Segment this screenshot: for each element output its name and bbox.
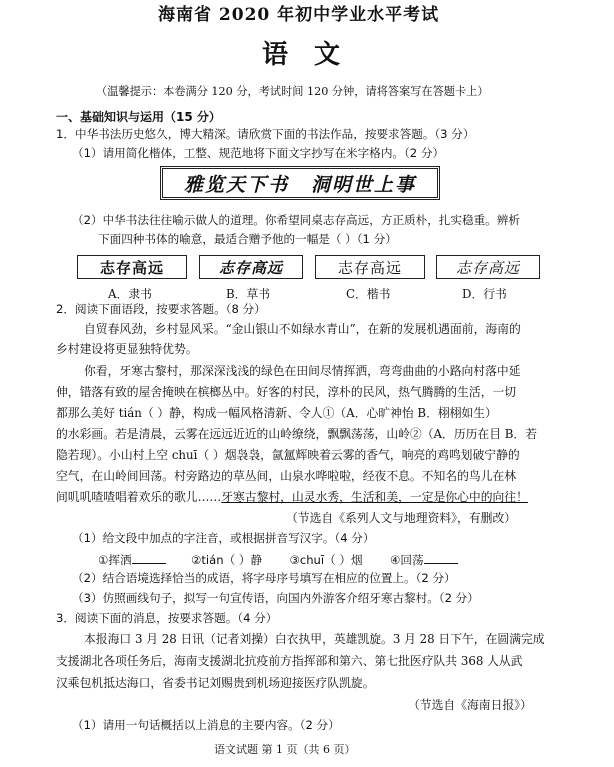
answer-blank-4: [424, 553, 458, 564]
script-sample-d: 志存高远: [436, 255, 540, 279]
q3-sub1: （1）请用一句话概括以上消息的主要内容。（2 分）: [72, 718, 340, 732]
q3-para-line1: 本报海口 3 月 28 日讯（记者刘操）白衣执甲，英雄凯旋。3 月 28 日下午，在圆满完成: [84, 632, 545, 646]
exam-tip: （温馨提示：本卷满分 120 分，考试时间 120 分钟，请将答案写在答题卡上）: [96, 85, 489, 98]
q1-sub2-line1: （2）中华书法往往喻示做人的道理。你希望同桌志存高远，方正质朴，扎实稳重。辨析: [72, 213, 520, 227]
q2-para2-line1: 你看，牙寒古黎村，那深深浅浅的绿色在田间尽情挥洒，弯弯曲曲的小路向村落中延: [84, 364, 521, 378]
q2-sub2: （2）结合语境选择恰当的成语，将字母序号填写在相应的位置上。（2 分）: [72, 571, 456, 585]
q2-para2-line7-start: 间叽叽喳喳唱着欢乐的歌儿……: [56, 490, 222, 504]
q2-para2-line7: [56, 492, 528, 504]
calligraphy-banner: [160, 166, 440, 200]
underlined-sentence: 牙寒古黎村，山灵水秀，生活和美，一定是你心中的向往！: [221, 490, 528, 504]
q1-stem: 1．中华书法历史悠久，博大精深。请欣赏下面的书法作品，按要求答题。（3 分）: [56, 127, 475, 141]
q2-sub1-items: [98, 553, 458, 567]
script-sample-a: 志存高远: [77, 255, 187, 279]
q1-sub1: （1）请用简化楷体，工整、规范地将下面文字抄写在米字格内。（2 分）: [72, 146, 445, 160]
option-b: B．草书: [226, 287, 271, 301]
q2-source: （节选自《系列人文与地理资料》，有删改）: [286, 511, 517, 525]
section-heading: 一、基础知识与运用（15 分）: [56, 110, 221, 124]
q2-para1-line1: 自贸春风劲，乡村显风采。“金山银山不如绿水青山”，在新的发展机遇面前，海南的: [84, 322, 521, 336]
q2-para2-line5: 隐若现）。小山村上空 chuī（ ）烟袅袅，氤氲辉映着云雾的香气，响亮的鸡鸣划破宁静的: [56, 448, 520, 462]
q2-para2-line6: 空气，在山岭间回荡。村旁路边的草丛间，山泉水哗啦啦，经夜不息。不知名的鸟儿在林: [56, 469, 517, 483]
exam-title: 海南省 2020 年初中学业水平考试: [158, 5, 440, 25]
option-a: A．隶书: [108, 287, 152, 301]
item-3: ③chuī（ ）烟: [289, 553, 363, 567]
q2-sub3: （3）仿照画线句子，拟写一句宣传语，向国内外游客介绍牙寒古黎村。（2 分）: [72, 591, 479, 605]
calligraphy-left: 雅览天下书: [183, 173, 289, 196]
script-sample-b: 志存高远: [199, 255, 303, 279]
script-sample-c: 志存高远: [315, 255, 425, 279]
q2-stem: 2．阅读下面语段，按要求答题。（8 分）: [56, 302, 266, 316]
q3-source: （节选自《海南日报》）: [408, 698, 532, 712]
q2-para1-line2: 乡村建设将更显独特优势。: [56, 342, 198, 356]
item-4: ④回荡: [389, 553, 424, 567]
option-d: D．行书: [462, 287, 507, 301]
q2-para2-line4: 的水彩画。若是清晨，云雾在远远近近的山岭缭绕，飘飘荡荡，山岭②（A．历历在目 B．若: [56, 427, 538, 441]
calligraphy-right: 洞明世上事: [311, 173, 417, 196]
q2-para2-line2: 伸，错落有致的屋舍掩映在槟榔丛中。好客的村民，淳朴的民风，热气腾腾的生活，一切: [56, 385, 517, 399]
page-footer: 语文试题 第 1 页（共 6 页）: [214, 743, 356, 756]
q3-para-line3: 汉乘包机抵达海口，省委书记刘赐贵到机场迎接医疗队凯旋。: [56, 676, 375, 690]
item-2: ②tián（ ）静: [190, 553, 263, 567]
q2-para2-line3: 都那么美好 tián（ ）静，构成一幅风格清新、令人①（A．心旷神怡 B．栩栩如生）: [56, 406, 497, 420]
answer-blank-1: [132, 553, 166, 564]
item-1: ①挥洒: [98, 553, 132, 567]
option-c: C．楷书: [346, 287, 391, 301]
q2-sub1: （1）给文段中加点的字注音，或根据拼音写汉字。（4 分）: [72, 531, 375, 545]
subject-title: 语文: [262, 40, 367, 70]
q3-stem: 3．阅读下面的消息，按要求答题。（4 分）: [56, 611, 278, 625]
q3-para-line2: 支援湖北各项任务后，海南支援湖北抗疫前方指挥部和第六、第七批医疗队共 368 人从武: [56, 654, 523, 668]
q1-sub2-line2: 下面四种书体的喻意，最适合赠予他的一幅是（ ）（1 分）: [98, 232, 397, 246]
